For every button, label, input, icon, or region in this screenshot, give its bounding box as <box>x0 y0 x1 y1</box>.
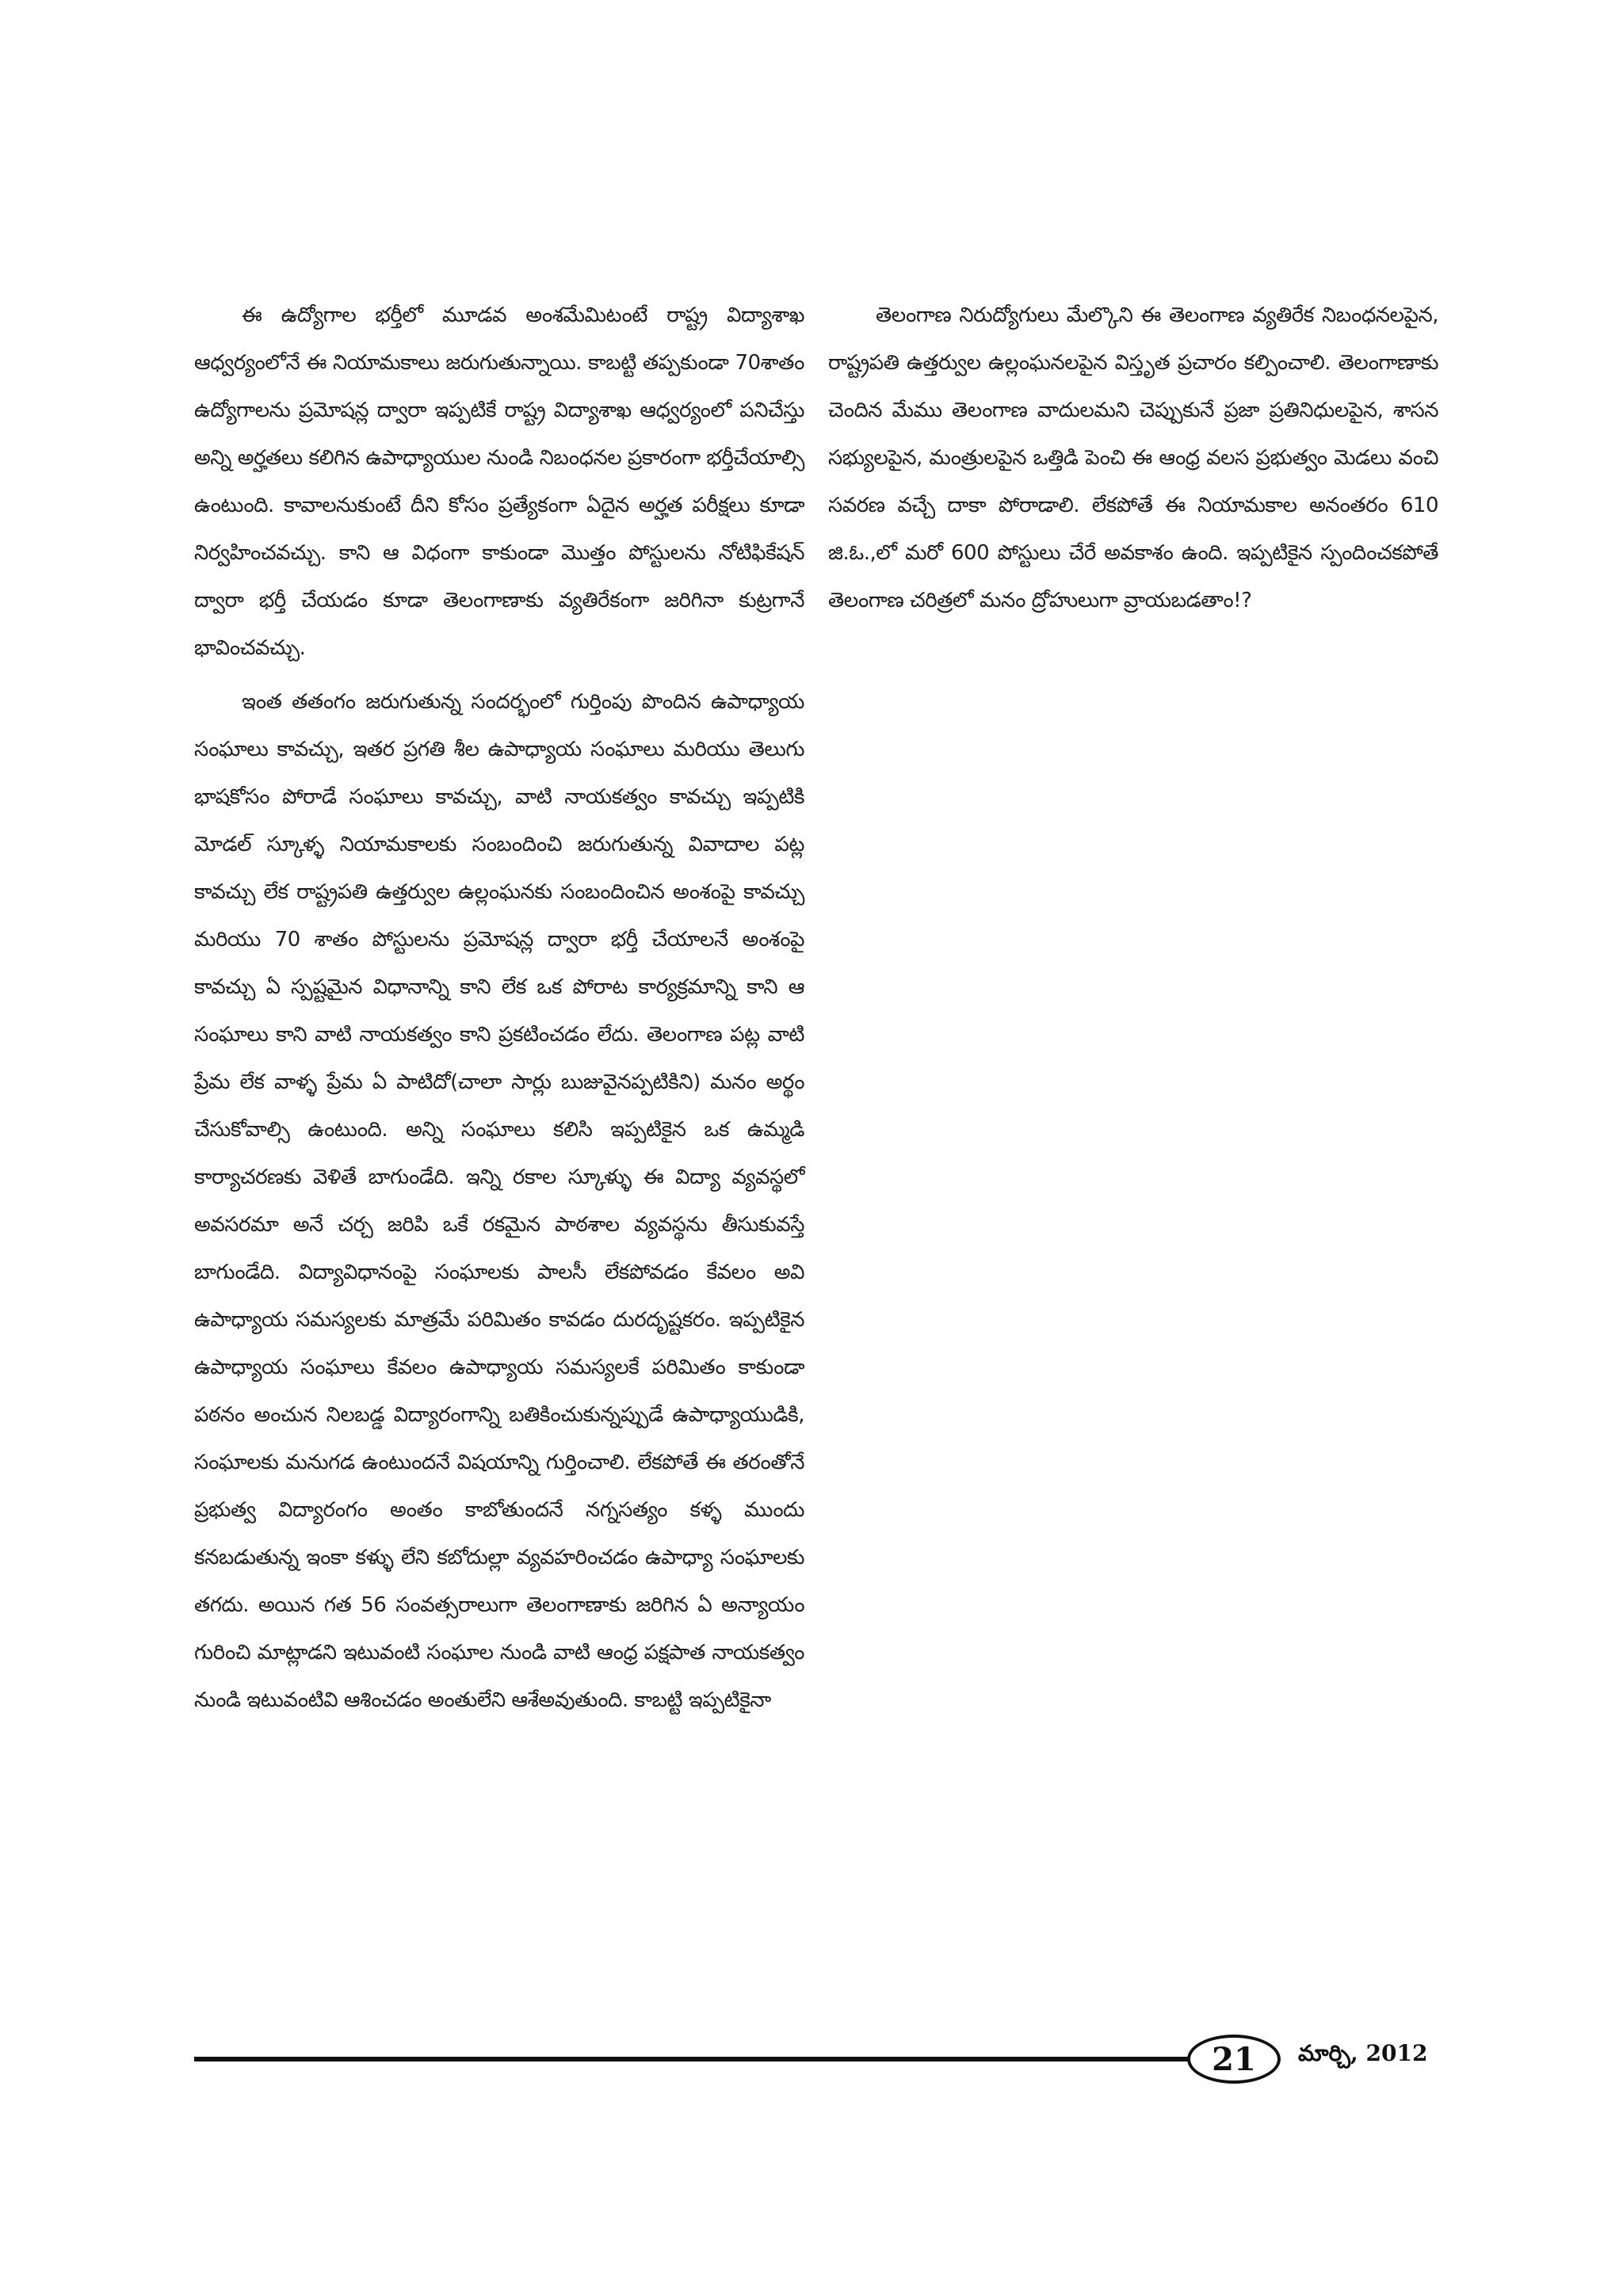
footer-rule <box>194 2057 1215 2061</box>
page-number: 21 <box>1212 2040 1256 2078</box>
page-number-oval <box>1187 2035 1281 2084</box>
paragraph-2: ఇంత తతంగం జరుగుతున్న సందర్భంలో గుర్తింపు పొందిన ఉపాధ్యాయ సంఘాలు కావచ్చు, ఇతర ప్రగతి శీల ఉపాధ్యాయ సంఘాలు మరియు తెలుగు భాషకోసం పోరాడే సంఘాలు కావచ్చు, వాటి నాయకత్వం కావచ్చు ఇప్పటికి మోడల్ స్కూళ్ళ నియామకాలకు సంబందించి జరుగుతున్న వివాదాల పట్ల కావచ్చు లేక రాష్ట్రపతి ఉత్తర్వుల ఉల్లంఘనకు సంబందించిన అంశంపై కావచ్చు మరియు 70 శాతం పోస్టులను ప్రమోషన్ల ద్వారా భర్తీ చేయాలనే అంశంపై కావచ్చు ఏ స్పష్టమైన విధానాన్ని కాని లేక ఒక పోరాట కార్యక్రమాన్ని కాని ఆ సంఘాలు కాని వాటి నాయకత్వం కాని ప్రకటించడం లేదు. తెలంగాణ పట్ల వాటి ప్రేమ లేక వాళ్ళ ప్రేమ ఏ పాటిదో(చాలా సార్లు బుజువైనప్పటికిని) మనం అర్థం చేసుకోవాల్సి ఉంటుంది. అన్ని సంఘాలు కలిసి ఇప్పటికైన ఒక ఉమ్మడి కార్యాచరణకు వెళితే బాగుండేది. ఇన్ని రకాల స్కూళ్ళు ఈ విద్యా వ్యవస్థలో అవసరమా అనే చర్చ జరిపి ఒకే రకమైన పాఠశాల వ్యవస్థను తీసుకువస్తే బాగుండేది. విద్యావిధానంపై సంఘాలకు పాలసీ లేకపోవడం కేవలం అవి ఉపాధ్యాయ సమస్యలకు మాత్రమే పరిమితం కావడం దురదృష్టకరం. ఇప్పటికైన ఉపాధ్యాయ సంఘాలు కేవలం ఉపాధ్యాయ సమస్యలకే పరిమితం కాకుండా పఠనం అంచున నిలబడ్డ విద్యారంగాన్ని బతికించుకున్నప్పుడే ఉపాధ్యాయుడికి, సంఘాలకు మనుగడ ఉంటుందనే విషయాన్ని గుర్తించాలి. లేకపోతే ఈ తరంతోనే ప్రభుత్వ విద్యారంగం అంతం కాబోతుందనే నగ్నసత్యం కళ్ళ ముందు కనబడుతున్న ఇంకా కళ్ళు లేని కబోదుల్లా వ్యవహరించడం ఉపాధ్యా సంఘాలకు తగదు. అయిన గత 56 సంవత్సరాలుగా తెలంగాణాకు జరిగిన ఏ అన్యాయం గురించి మాట్లాడని ఇటువంటి సంఘాల నుండి వాటి ఆంధ్ర పక్షపాత నాయకత్వం నుండి ఇటువంటివి ఆశించడం అంతులేని ఆశేఅవుతుంది. కాబట్టి ఇప్పటికైనా <box>194 690 804 1712</box>
issue-date: మార్చి, 2012 <box>1298 2040 1428 2066</box>
paragraph-1: ఈ ఉద్యోగాల భర్తీలో మూడవ అంశమేమిటంటే రాష్ట్ర విద్యాశాఖ ఆధ్వర్యంలోనే ఈ నియామకాలు జరుగుతున్నాయి. కాబట్టి తప్పకుండా 70శాతం ఉద్యోగాలను ప్రమోషన్ల ద్వారా ఇప్పటికే రాష్ట్ర విద్యాశాఖ ఆధ్వర్యంలో పనిచేస్తు అన్ని అర్హతలు కలిగిన ఉపాధ్యాయుల నుండి నిబంధనల ప్రకారంగా భర్తీచేయాల్సి ఉంటుంది. కావాలనుకుంటే దీని కోసం ప్రత్యేకంగా ఏదైన అర్హత పరీక్షలు కూడా నిర్వహించవచ్చు. కాని ఆ విధంగా కాకుండా మొత్తం పోస్టులను నోటిఫికేషన్ ద్వారా భర్తీ చేయడం కూడా తెలంగాణాకు వ్యతిరేకంగా జరిగినా కుట్రగానే భావించవచ్చు. <box>194 303 804 660</box>
paragraph-3: తెలంగాణ నిరుద్యోగులు మేల్కొని ఈ తెలంగాణ వ్యతిరేక నిబంధనలపైన, రాష్ట్రపతి ఉత్తర్వుల ఉల్లంఘనలపైన విస్తృత ప్రచారం కల్పించాలి. తెలంగాణాకు చెందిన మేము తెలంగాణ వాదులమని చెప్పుకునే ప్రజా ప్రతినిధులపైన, శాసన సభ్యులపైన, మంత్రులపైన ఒత్తిడి పెంచి ఈ ఆంధ్ర వలస ప్రభుత్వం మెడలు వంచి సవరణ వచ్చే దాకా పోరాడాలి. లేకపోతే ఈ నియామకాల అనంతరం 610 జి.ఓ.,లో మరో 600 పోస్టులు చేరే అవకాశం ఉంది. ఇప్పటికైన స్పందించకపోతే తెలంగాణ చరిత్రలో మనం ద్రోహులుగా వ్రాయబడతాం!? <box>828 303 1438 612</box>
left-column <box>194 292 804 1724</box>
right-column <box>828 292 1438 624</box>
